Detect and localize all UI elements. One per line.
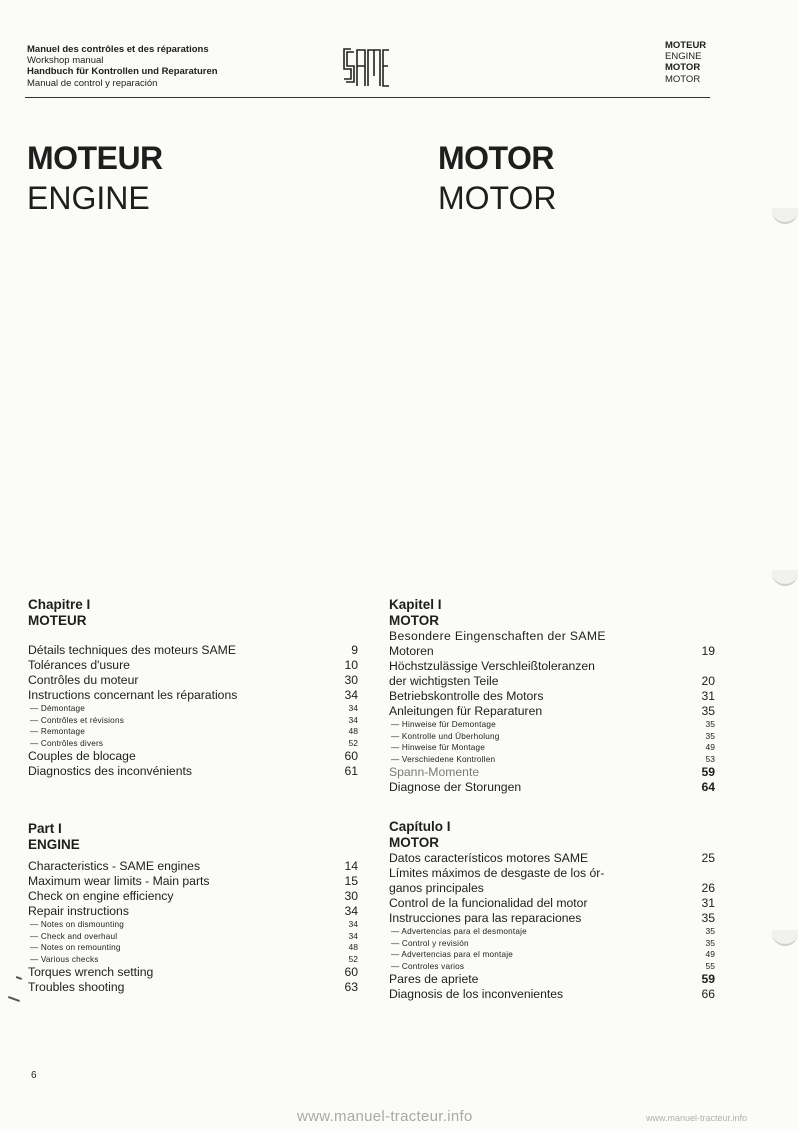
toc-row	[389, 881, 715, 896]
toc-row	[28, 764, 358, 779]
toc-page: 34	[348, 919, 358, 929]
toc-section-es	[389, 819, 715, 1002]
header-line-fr: Manuel des contrôles et des réparations	[27, 44, 209, 55]
toc-page: 35	[705, 937, 715, 948]
toc-page: 60	[344, 965, 358, 979]
header-line-es: Manual de control y reparación	[27, 77, 158, 89]
toc-label: Maximum wear limits - Main parts	[28, 874, 210, 888]
toc-subrow	[389, 731, 715, 743]
toc-page: 49	[705, 742, 715, 752]
toc-label: Diagnosis de los inconvenientes	[389, 987, 564, 1001]
toc-row	[389, 674, 715, 689]
toc-label: — Advertencias para el montaje	[391, 950, 514, 959]
title-motor-de: MOTOR	[438, 140, 555, 176]
toc-page: 60	[344, 749, 358, 763]
title-motor-es: MOTOR	[438, 180, 557, 216]
toc-label: — Contrôles divers	[30, 738, 104, 748]
toc-row	[28, 874, 358, 889]
toc-label: Spann-Momente	[389, 765, 480, 779]
toc-label: — Kontrolle und Überholung	[391, 731, 500, 741]
toc-label: Pares de apriete	[389, 972, 479, 986]
toc-label: Contrôles du moteur	[28, 673, 139, 687]
toc-page: 35	[705, 730, 715, 741]
header-manual-titles	[27, 44, 218, 89]
page-number: 6	[31, 1070, 37, 1081]
toc-page: 35	[701, 704, 715, 718]
toc-row	[389, 851, 715, 866]
toc-subrow	[389, 961, 715, 973]
toc-label: Instructions concernant les réparations	[28, 688, 238, 702]
toc-row	[389, 896, 715, 911]
toc-subrow	[389, 938, 715, 950]
toc-section-de	[389, 597, 715, 795]
toc-row	[389, 689, 715, 704]
toc-page: 48	[348, 726, 358, 736]
toc-row	[389, 780, 715, 795]
toc-page: 64	[701, 780, 715, 794]
toc-row	[28, 889, 358, 904]
toc-page: 34	[348, 714, 358, 725]
toc-label: Tolérances d'usure	[28, 658, 130, 672]
header-right-de: MOTOR	[665, 62, 701, 74]
toc-label: Control de la funcionalidad del motor	[389, 896, 588, 910]
header-line-en: Workshop manual	[27, 55, 104, 67]
toc-label: Límites máximos de desgaste de los ór-	[389, 866, 605, 880]
toc-label: — Hinweise für Montage	[391, 743, 486, 752]
header-right-fr: MOTEUR	[665, 40, 707, 51]
toc-page: 31	[701, 689, 715, 703]
toc-label: Characteristics - SAME engines	[28, 859, 201, 873]
toc-row	[28, 643, 358, 658]
toc-subrow	[28, 942, 358, 954]
toc-page: 48	[348, 942, 358, 952]
toc-label: Anleitungen für Reparaturen	[389, 704, 543, 718]
toc-label: — Advertencias para el desmontaje	[391, 927, 527, 936]
toc-row	[389, 644, 715, 659]
toc-label: Betriebskontrolle des Motors	[389, 689, 544, 703]
toc-label: — Contrôles et révisions	[30, 715, 124, 725]
toc-row	[389, 765, 715, 780]
section-heading: Part I	[28, 821, 62, 836]
toc-row	[28, 965, 358, 980]
toc-page: 34	[344, 688, 358, 702]
toc-page: 53	[705, 753, 715, 764]
toc-row	[28, 688, 358, 703]
toc-row	[389, 972, 715, 987]
toc-label: — Various checks	[30, 954, 99, 964]
toc-label: ganos principales	[389, 881, 484, 895]
toc-page: 20	[701, 674, 715, 688]
toc-row	[28, 980, 358, 995]
title-block-left	[27, 138, 163, 218]
toc-page: 25	[701, 851, 715, 865]
toc-row	[28, 859, 358, 874]
title-engine: ENGINE	[27, 180, 150, 216]
section-subheading: MOTOR	[389, 613, 439, 628]
toc-page: 35	[701, 911, 715, 925]
toc-label: — Démontage	[30, 704, 85, 713]
toc-page: 52	[348, 953, 358, 964]
toc-row	[28, 904, 358, 919]
toc-page: 66	[701, 987, 715, 1001]
toc-page: 34	[348, 703, 358, 713]
toc-label: — Verschiedene Kontrollen	[391, 754, 496, 764]
toc-page: 31	[701, 896, 715, 910]
toc-subrow	[28, 703, 358, 715]
toc-page: 15	[344, 874, 358, 888]
toc-page: 30	[344, 673, 358, 687]
punch-hole	[772, 208, 798, 224]
toc-row	[389, 987, 715, 1002]
toc-label: Diagnostics des inconvénients	[28, 764, 192, 778]
toc-row	[389, 911, 715, 926]
header-section-names	[665, 40, 706, 85]
toc-label: — Notes on remounting	[30, 943, 121, 952]
toc-section-fr	[28, 597, 358, 779]
toc-row	[389, 629, 715, 644]
section-heading: Chapitre I	[28, 597, 91, 612]
section-subheading: MOTEUR	[28, 613, 87, 628]
toc-page: 10	[344, 658, 358, 672]
toc-subrow	[28, 715, 358, 727]
toc-label: Höchstzulässige Verschleißtoleranzen	[389, 659, 595, 673]
toc-label: der wichtigsten Teile	[389, 674, 499, 688]
toc-page: 52	[348, 737, 358, 748]
toc-label: Détails techniques des moteurs SAME	[28, 643, 236, 657]
toc-label: Instrucciones para las reparaciones	[389, 911, 582, 925]
section-subheading: ENGINE	[28, 837, 80, 852]
toc-page: 63	[344, 980, 358, 994]
toc-row	[389, 704, 715, 719]
section-heading: Kapitel I	[389, 597, 442, 612]
toc-section-en	[28, 821, 358, 995]
toc-label: Torques wrench setting	[28, 965, 154, 979]
toc-subrow	[389, 926, 715, 938]
toc-subrow	[389, 742, 715, 754]
toc-page: 26	[701, 881, 715, 895]
toc-label: Motoren	[389, 644, 434, 658]
toc-label: — Control y revisión	[391, 938, 469, 948]
punch-hole	[772, 930, 798, 946]
toc-subrow	[28, 954, 358, 966]
toc-label: — Controles varios	[391, 961, 465, 971]
toc-page: 9	[351, 643, 358, 657]
toc-page: 49	[705, 949, 715, 959]
header-right-en: ENGINE	[665, 51, 702, 63]
header-right-es: MOTOR	[665, 73, 701, 85]
toc-subrow	[389, 719, 715, 731]
toc-row	[28, 749, 358, 764]
toc-page: 34	[344, 904, 358, 918]
toc-label: — Check and overhaul	[30, 931, 118, 941]
section-subheading: MOTOR	[389, 835, 439, 850]
header-line-de: Handbuch für Kontrollen und Reparaturen	[27, 66, 218, 78]
toc-page: 19	[701, 644, 715, 658]
toc-page: 61	[344, 764, 358, 778]
toc-label: Repair instructions	[28, 904, 129, 918]
toc-label: Diagnose der Storungen	[389, 780, 522, 794]
toc-page: 34	[348, 930, 358, 941]
toc-label: Check on engine efficiency	[28, 889, 174, 903]
same-logo	[343, 46, 391, 90]
toc-label: Datos característicos motores SAME	[389, 851, 589, 865]
title-moteur: MOTEUR	[27, 140, 163, 176]
toc-label: Troubles shooting	[28, 980, 125, 994]
scan-speck	[8, 996, 20, 1002]
toc-label: — Remontage	[30, 727, 85, 736]
toc-page: 14	[344, 859, 358, 873]
toc-page: 59	[701, 765, 715, 779]
toc-page: 55	[705, 960, 715, 971]
toc-subrow	[28, 919, 358, 931]
toc-row	[389, 866, 715, 881]
toc-page: 30	[344, 889, 358, 903]
toc-row	[389, 659, 715, 674]
toc-subrow	[28, 931, 358, 943]
watermark-center: www.manuel-tracteur.info	[297, 1108, 473, 1125]
toc-label: — Notes on dismounting	[30, 920, 125, 929]
toc-page: 59	[701, 972, 715, 986]
scan-speck	[16, 976, 22, 979]
toc-page: 35	[705, 719, 715, 729]
toc-subrow	[389, 949, 715, 961]
punch-hole	[772, 570, 798, 586]
toc-page: 35	[705, 926, 715, 936]
watermark-right: www.manuel-tracteur.info	[646, 1113, 748, 1123]
toc-label: Besondere Eingenschaften der SAME	[389, 629, 606, 643]
toc-subrow	[28, 738, 358, 750]
toc-label: — Hinweise für Demontage	[391, 720, 496, 729]
toc-row	[28, 658, 358, 673]
header-divider	[25, 97, 710, 98]
title-block-right	[438, 138, 557, 218]
toc-subrow	[389, 754, 715, 766]
toc-subrow	[28, 726, 358, 738]
toc-row	[28, 673, 358, 688]
toc-label: Couples de blocage	[28, 749, 136, 763]
section-heading: Capítulo I	[389, 819, 451, 834]
